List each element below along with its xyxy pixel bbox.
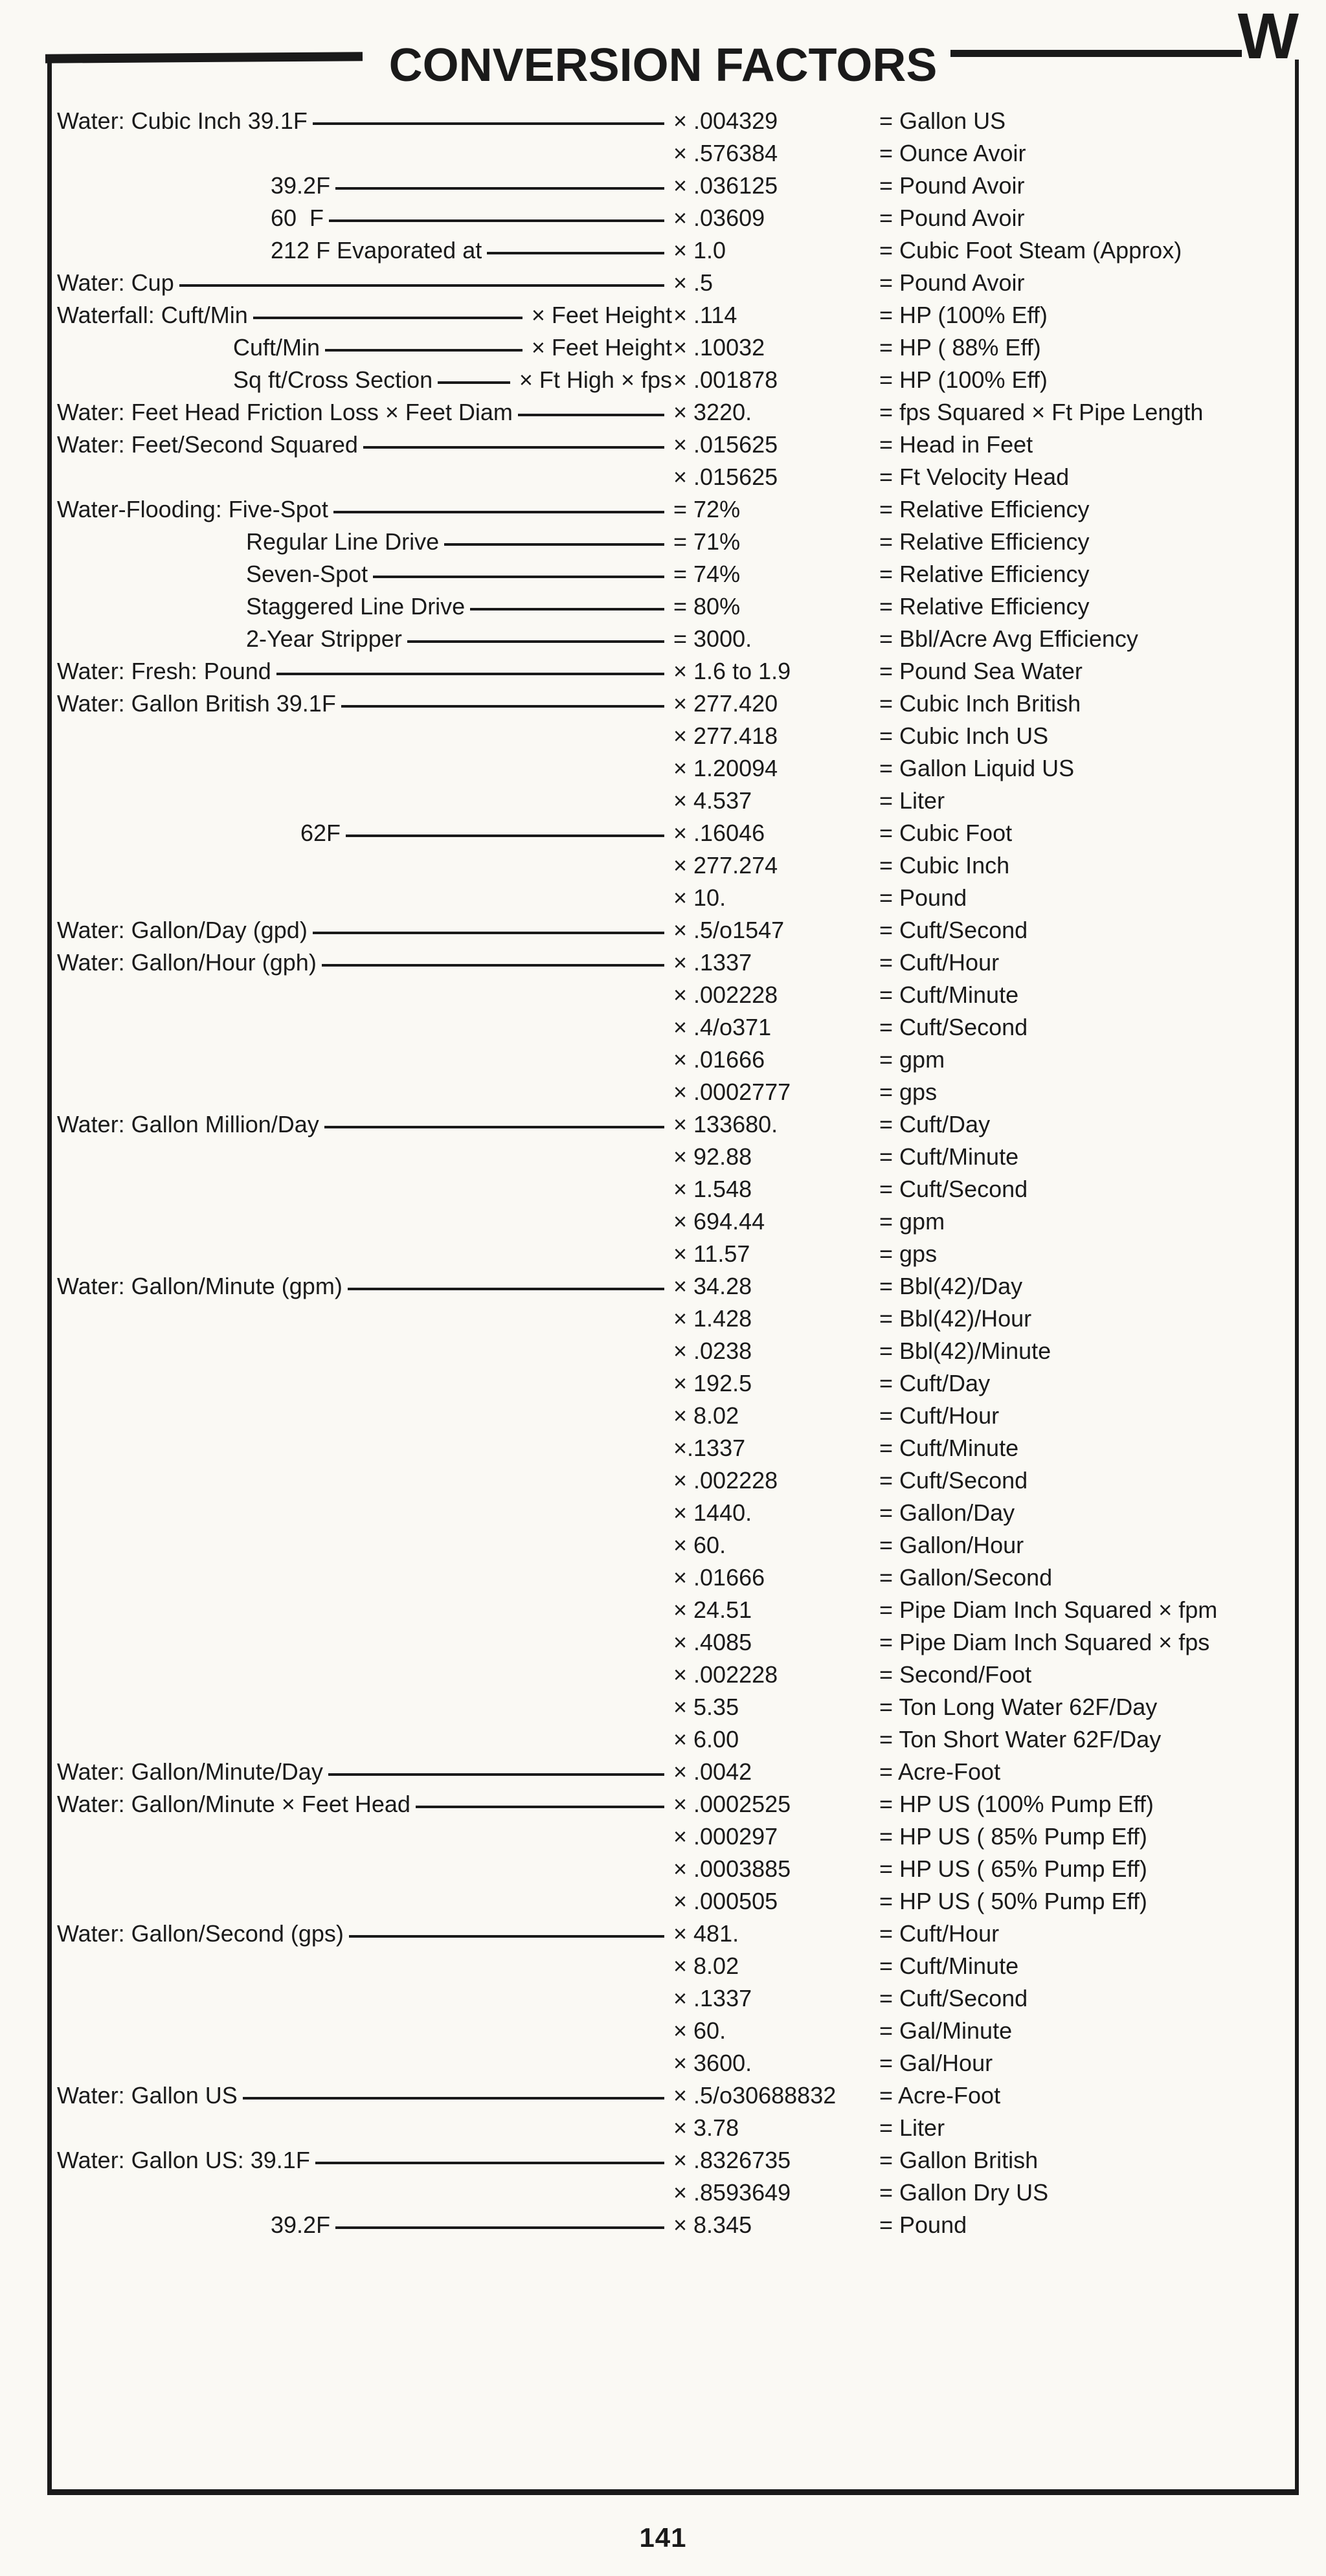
title-rule-right — [950, 50, 1242, 57]
table-row — [57, 1076, 1290, 1108]
row-result: = Ton Long Water 62F/Day — [879, 1694, 1158, 1720]
row-result: = Cuft/Hour — [879, 1920, 1000, 1947]
row-left-area — [57, 2213, 673, 2237]
table-row — [57, 1432, 1290, 1464]
row-result: = Head in Feet — [879, 431, 1033, 458]
table-row — [57, 1756, 1290, 1788]
table-row — [57, 1626, 1290, 1659]
row-mid-text: × Feet Height — [531, 334, 672, 361]
row-left-area — [57, 660, 673, 683]
row-factor: × 24.51 — [673, 1596, 752, 1623]
row-result: = Relative Efficiency — [879, 528, 1090, 555]
row-label: Cuft/Min — [233, 334, 320, 361]
row-left-area — [57, 1760, 673, 1784]
row-factor: × .10032 — [673, 334, 765, 361]
fill-line — [363, 446, 664, 449]
fill-line — [348, 1288, 664, 1290]
table-row — [57, 2209, 1290, 2241]
row-label: Water: Gallon/Minute (gpm) — [57, 1273, 343, 1299]
row-factor: × 1.20094 — [673, 755, 778, 781]
row-result: = Relative Efficiency — [879, 496, 1090, 522]
fill-line — [179, 284, 664, 287]
table-row — [57, 1044, 1290, 1076]
table-row — [57, 299, 1290, 331]
row-result: = Pound — [879, 2212, 967, 2238]
fill-line — [313, 932, 664, 934]
table-row — [57, 1011, 1290, 1044]
row-factor: × 8.02 — [673, 1953, 739, 1979]
row-label: 39.2F — [271, 172, 331, 199]
row-factor: × 1.0 — [673, 237, 726, 263]
row-factor: × 133680. — [673, 1111, 778, 1137]
row-result: = gps — [879, 1079, 938, 1105]
fill-line — [470, 608, 664, 610]
row-factor: × 277.274 — [673, 852, 778, 879]
row-result: = Gallon US — [879, 107, 1006, 134]
table-row — [57, 1885, 1290, 1918]
row-result: = HP US ( 85% Pump Eff) — [879, 1823, 1147, 1850]
row-result: = Cuft/Second — [879, 1176, 1028, 1202]
fill-line — [324, 1126, 664, 1128]
row-factor: ×.1337 — [673, 1435, 746, 1461]
table-row — [57, 1173, 1290, 1205]
row-result: = Gallon/Second — [879, 1564, 1053, 1591]
row-factor: × 5.35 — [673, 1694, 739, 1720]
row-left-area — [57, 2084, 673, 2107]
row-factor: × .001878 — [673, 366, 778, 393]
row-factor: × .1337 — [673, 1985, 752, 2011]
row-result: = HP US (100% Pump Eff) — [879, 1791, 1154, 1817]
row-label: Staggered Line Drive — [246, 593, 466, 620]
row-factor: × 1.6 to 1.9 — [673, 658, 791, 684]
row-mid-text: × Ft High × fps — [519, 366, 672, 393]
table-row — [57, 1303, 1290, 1335]
row-result: = gpm — [879, 1208, 945, 1235]
row-result: = Cubic Foot Steam (Approx) — [879, 237, 1182, 263]
row-left-area — [57, 919, 673, 942]
row-result: = Cuft/Minute — [879, 981, 1019, 1008]
row-left-area — [57, 595, 673, 618]
row-left-area — [57, 627, 673, 651]
row-factor: × 3220. — [673, 399, 752, 425]
row-result: = Pound Sea Water — [879, 658, 1083, 684]
table-row — [57, 914, 1290, 946]
table-row — [57, 752, 1290, 785]
row-left-area — [57, 1275, 673, 1298]
row-result: = Pound Avoir — [879, 172, 1025, 199]
row-left-area — [57, 951, 673, 974]
row-label: Regular Line Drive — [246, 528, 440, 555]
row-factor: × .16046 — [673, 820, 765, 846]
row-result: = Ounce Avoir — [879, 140, 1026, 166]
row-result: = HP US ( 50% Pump Eff) — [879, 1888, 1147, 1914]
table-row — [57, 849, 1290, 882]
table-row — [57, 2079, 1290, 2112]
row-result: = HP (100% Eff) — [879, 302, 1048, 328]
row-label: Water: Gallon/Hour (gph) — [57, 949, 317, 976]
row-result: = Cuft/Minute — [879, 1953, 1019, 1979]
row-result: = HP (100% Eff) — [879, 366, 1048, 393]
row-factor: × 1440. — [673, 1499, 752, 1526]
row-factor: = 74% — [673, 561, 741, 587]
table-row — [57, 396, 1290, 429]
table-row — [57, 1982, 1290, 2015]
row-result: = Cubic Foot — [879, 820, 1013, 846]
table-row — [57, 1820, 1290, 1853]
row-result: = Gallon/Hour — [879, 1532, 1024, 1558]
row-result: = Ft Velocity Head — [879, 464, 1070, 490]
row-result: = Gallon/Day — [879, 1499, 1015, 1526]
fill-line — [328, 1773, 664, 1776]
row-factor: × .4/o371 — [673, 1014, 772, 1040]
table-row — [57, 202, 1290, 234]
row-result: = Liter — [879, 787, 945, 814]
row-label: 60 F — [271, 205, 324, 231]
row-left-area — [57, 401, 673, 424]
row-left-area — [57, 2149, 673, 2172]
table-row — [57, 429, 1290, 461]
fill-line — [407, 640, 664, 643]
table-row — [57, 1594, 1290, 1626]
row-factor: × .0003885 — [673, 1855, 791, 1882]
row-label: 62F — [300, 820, 341, 846]
row-factor: × .0002525 — [673, 1791, 791, 1817]
fill-line — [322, 964, 664, 967]
page-number: 141 — [639, 2522, 687, 2553]
table-row — [57, 1659, 1290, 1691]
row-factor: × .000505 — [673, 1888, 778, 1914]
table-row — [57, 882, 1290, 914]
row-result: = Bbl(42)/Hour — [879, 1305, 1032, 1332]
table-row — [57, 1691, 1290, 1723]
table-row — [57, 1950, 1290, 1982]
row-result: = Liter — [879, 2114, 945, 2141]
row-factor: × 60. — [673, 1532, 726, 1558]
table-row — [57, 655, 1290, 688]
table-row — [57, 720, 1290, 752]
fill-line — [335, 187, 664, 190]
row-left-area — [57, 433, 673, 456]
row-result: = Cuft/Second — [879, 1985, 1028, 2011]
row-mid-text: × Feet Height — [531, 302, 672, 328]
row-left-area — [57, 336, 673, 359]
row-factor: = 80% — [673, 593, 741, 620]
fill-line — [335, 2226, 664, 2229]
table-row — [57, 267, 1290, 299]
row-result: = gps — [879, 1240, 938, 1267]
row-factor: × .0002777 — [673, 1079, 791, 1105]
table-row — [57, 817, 1290, 849]
row-factor: × .5/o1547 — [673, 917, 785, 943]
row-left-area — [57, 1922, 673, 1945]
row-factor: × .01666 — [673, 1046, 765, 1073]
row-left-area — [57, 1793, 673, 1816]
row-factor: × 3.78 — [673, 2114, 739, 2141]
row-factor: × .015625 — [673, 431, 778, 458]
fill-line — [373, 576, 664, 578]
row-result: = Pipe Diam Inch Squared × fps — [879, 1629, 1210, 1655]
table-row — [57, 2177, 1290, 2209]
row-label: Water: Feet Head Friction Loss × Feet Diam — [57, 399, 513, 425]
table-row — [57, 2112, 1290, 2144]
table-row — [57, 1367, 1290, 1400]
row-factor: × .8593649 — [673, 2179, 791, 2206]
fill-line — [315, 2162, 664, 2164]
row-factor: × .8326735 — [673, 2147, 791, 2173]
row-result: = Pound Avoir — [879, 205, 1025, 231]
fill-line — [333, 511, 664, 513]
row-result: = Bbl(42)/Day — [879, 1273, 1023, 1299]
row-result: = Cuft/Second — [879, 917, 1028, 943]
row-label: Water: Cup — [57, 269, 174, 296]
row-factor: × .5 — [673, 269, 714, 296]
row-factor: × .114 — [673, 302, 737, 328]
fill-line — [329, 219, 664, 222]
row-label: Water: Gallon British 39.1F — [57, 690, 336, 717]
row-factor: × 8.02 — [673, 1402, 739, 1429]
row-left-area — [57, 1113, 673, 1136]
row-left-area — [57, 498, 673, 521]
row-factor: × 3600. — [673, 2050, 752, 2076]
row-factor: × .000297 — [673, 1823, 778, 1850]
row-factor: × .004329 — [673, 107, 778, 134]
fill-line — [438, 381, 510, 384]
row-result: = Cuft/Minute — [879, 1435, 1019, 1461]
table-row — [57, 1529, 1290, 1562]
row-factor: × .0238 — [673, 1338, 752, 1364]
table-row — [57, 1788, 1290, 1820]
table-row — [57, 493, 1290, 526]
table-row — [57, 2144, 1290, 2177]
row-factor: × .576384 — [673, 140, 778, 166]
table-row — [57, 1141, 1290, 1173]
row-factor: × .01666 — [673, 1564, 765, 1591]
row-factor: × .0042 — [673, 1758, 752, 1785]
fill-line — [243, 2097, 664, 2100]
conversion-table — [52, 60, 1295, 2241]
row-label: Sq ft/Cross Section — [233, 366, 433, 393]
fill-line — [416, 1806, 664, 1808]
row-result: = HP US ( 65% Pump Eff) — [879, 1855, 1147, 1882]
row-result: = Cuft/Minute — [879, 1143, 1019, 1170]
content-box — [47, 60, 1299, 2495]
row-result: = Cubic Inch US — [879, 722, 1049, 749]
fill-line — [313, 122, 664, 125]
row-left-area — [57, 109, 673, 133]
table-row — [57, 688, 1290, 720]
row-result: = Second/Foot — [879, 1661, 1032, 1688]
row-factor: × .002228 — [673, 981, 778, 1008]
section-letter: W — [1237, 0, 1299, 73]
row-factor: × .036125 — [673, 172, 778, 199]
table-row — [57, 1497, 1290, 1529]
row-left-area — [57, 239, 673, 262]
row-label: Water-Flooding: Five-Spot — [57, 496, 328, 522]
row-result: = Bbl(42)/Minute — [879, 1338, 1051, 1364]
fill-line — [276, 673, 664, 675]
row-result: = Gallon Liquid US — [879, 755, 1075, 781]
row-factor: × .002228 — [673, 1467, 778, 1494]
row-label: 212 F Evaporated at — [271, 237, 482, 263]
row-factor: × 481. — [673, 1920, 739, 1947]
row-label: Water: Gallon US: 39.1F — [57, 2147, 310, 2173]
page-title: CONVERSION FACTORS — [388, 39, 938, 92]
row-result: = Acre-Foot — [879, 2082, 1001, 2109]
row-factor: × 6.00 — [673, 1726, 739, 1753]
table-row — [57, 1562, 1290, 1594]
row-factor: × 10. — [673, 884, 726, 911]
row-result: = gpm — [879, 1046, 945, 1073]
row-result: = Cuft/Hour — [879, 1402, 1000, 1429]
table-row — [57, 364, 1290, 396]
row-result: = Cuft/Second — [879, 1014, 1028, 1040]
table-row — [57, 1205, 1290, 1238]
row-factor: × 1.548 — [673, 1176, 752, 1202]
table-row — [57, 170, 1290, 202]
row-result: = Ton Short Water 62F/Day — [879, 1726, 1162, 1753]
table-row — [57, 461, 1290, 493]
row-factor: × .4085 — [673, 1629, 752, 1655]
table-row — [57, 1270, 1290, 1303]
table-row — [57, 785, 1290, 817]
table-row — [57, 1335, 1290, 1367]
fill-line — [341, 705, 664, 708]
table-row — [57, 623, 1290, 655]
row-label: Waterfall: Cuft/Min — [57, 302, 248, 328]
fill-line — [349, 1935, 664, 1938]
row-result: = Cuft/Second — [879, 1467, 1028, 1494]
row-left-area — [57, 174, 673, 197]
row-result: = Gal/Hour — [879, 2050, 993, 2076]
table-row — [57, 526, 1290, 558]
row-result: = Pound — [879, 884, 967, 911]
fill-line — [253, 317, 523, 319]
row-result: = Relative Efficiency — [879, 561, 1090, 587]
row-factor: × 11.57 — [673, 1240, 750, 1267]
fill-line — [518, 414, 664, 416]
row-result: = Bbl/Acre Avg Efficiency — [879, 625, 1138, 652]
row-result: = Acre-Foot — [879, 1758, 1001, 1785]
row-factor: × 1.428 — [673, 1305, 752, 1332]
row-result: = Gallon British — [879, 2147, 1039, 2173]
row-factor: × 277.420 — [673, 690, 778, 717]
table-row — [57, 1464, 1290, 1497]
row-left-area — [57, 207, 673, 230]
row-result: = Cuft/Day — [879, 1111, 991, 1137]
table-row — [57, 234, 1290, 267]
row-factor: × .002228 — [673, 1661, 778, 1688]
table-row — [57, 105, 1290, 137]
row-factor: × .015625 — [673, 464, 778, 490]
row-result: = Pound Avoir — [879, 269, 1025, 296]
table-row — [57, 979, 1290, 1011]
table-row — [57, 2047, 1290, 2079]
row-factor: = 72% — [673, 496, 741, 522]
fill-line — [325, 349, 523, 352]
row-result: = Cuft/Hour — [879, 949, 1000, 976]
row-left-area — [57, 530, 673, 554]
row-left-area — [57, 822, 673, 845]
table-row — [57, 946, 1290, 979]
row-left-area — [57, 304, 673, 327]
row-result: = Gal/Minute — [879, 2017, 1013, 2044]
table-row — [57, 1400, 1290, 1432]
row-label: Water: Gallon Million/Day — [57, 1111, 319, 1137]
row-factor: × 8.345 — [673, 2212, 752, 2238]
row-left-area — [57, 368, 673, 392]
row-label: Water: Fresh: Pound — [57, 658, 271, 684]
table-row — [57, 1238, 1290, 1270]
row-result: = Relative Efficiency — [879, 593, 1090, 620]
row-result: = Cubic Inch — [879, 852, 1010, 879]
row-result: = Cuft/Day — [879, 1370, 991, 1396]
row-label: Water: Gallon/Minute/Day — [57, 1758, 323, 1785]
row-factor: × 34.28 — [673, 1273, 752, 1299]
row-factor: × .1337 — [673, 949, 752, 976]
row-factor: × 192.5 — [673, 1370, 752, 1396]
row-label: 2-Year Stripper — [246, 625, 402, 652]
row-factor: × 694.44 — [673, 1208, 765, 1235]
row-result: = HP ( 88% Eff) — [879, 334, 1041, 361]
row-factor: × 277.418 — [673, 722, 778, 749]
fill-line — [487, 252, 664, 254]
row-factor: = 3000. — [673, 625, 752, 652]
row-result: = Cubic Inch British — [879, 690, 1081, 717]
row-label: Water: Cubic Inch 39.1F — [57, 107, 308, 134]
row-factor: × 60. — [673, 2017, 726, 2044]
table-row — [57, 1853, 1290, 1885]
table-row — [57, 1918, 1290, 1950]
row-label: 39.2F — [271, 2212, 331, 2238]
row-label: Water: Gallon/Day (gpd) — [57, 917, 308, 943]
row-left-area — [57, 271, 673, 295]
row-label: Water: Gallon US — [57, 2082, 238, 2109]
table-row — [57, 1723, 1290, 1756]
row-result: = Gallon Dry US — [879, 2179, 1049, 2206]
row-factor: × 4.537 — [673, 787, 752, 814]
table-row — [57, 558, 1290, 590]
row-factor: = 71% — [673, 528, 741, 555]
row-left-area — [57, 563, 673, 586]
row-label: Water: Feet/Second Squared — [57, 431, 358, 458]
row-factor: × 92.88 — [673, 1143, 752, 1170]
table-row — [57, 1108, 1290, 1141]
row-label: Seven-Spot — [246, 561, 368, 587]
row-result: = fps Squared × Ft Pipe Length — [879, 399, 1204, 425]
fill-line — [346, 834, 664, 837]
table-row — [57, 331, 1290, 364]
row-factor: × .03609 — [673, 205, 765, 231]
row-left-area — [57, 692, 673, 715]
fill-line — [444, 543, 664, 546]
table-row — [57, 137, 1290, 170]
row-label: Water: Gallon/Second (gps) — [57, 1920, 344, 1947]
row-label: Water: Gallon/Minute × Feet Head — [57, 1791, 410, 1817]
table-row — [57, 590, 1290, 623]
row-factor: × .5/o30688832 — [673, 2082, 837, 2109]
table-row — [57, 2015, 1290, 2047]
row-result: = Pipe Diam Inch Squared × fpm — [879, 1596, 1218, 1623]
